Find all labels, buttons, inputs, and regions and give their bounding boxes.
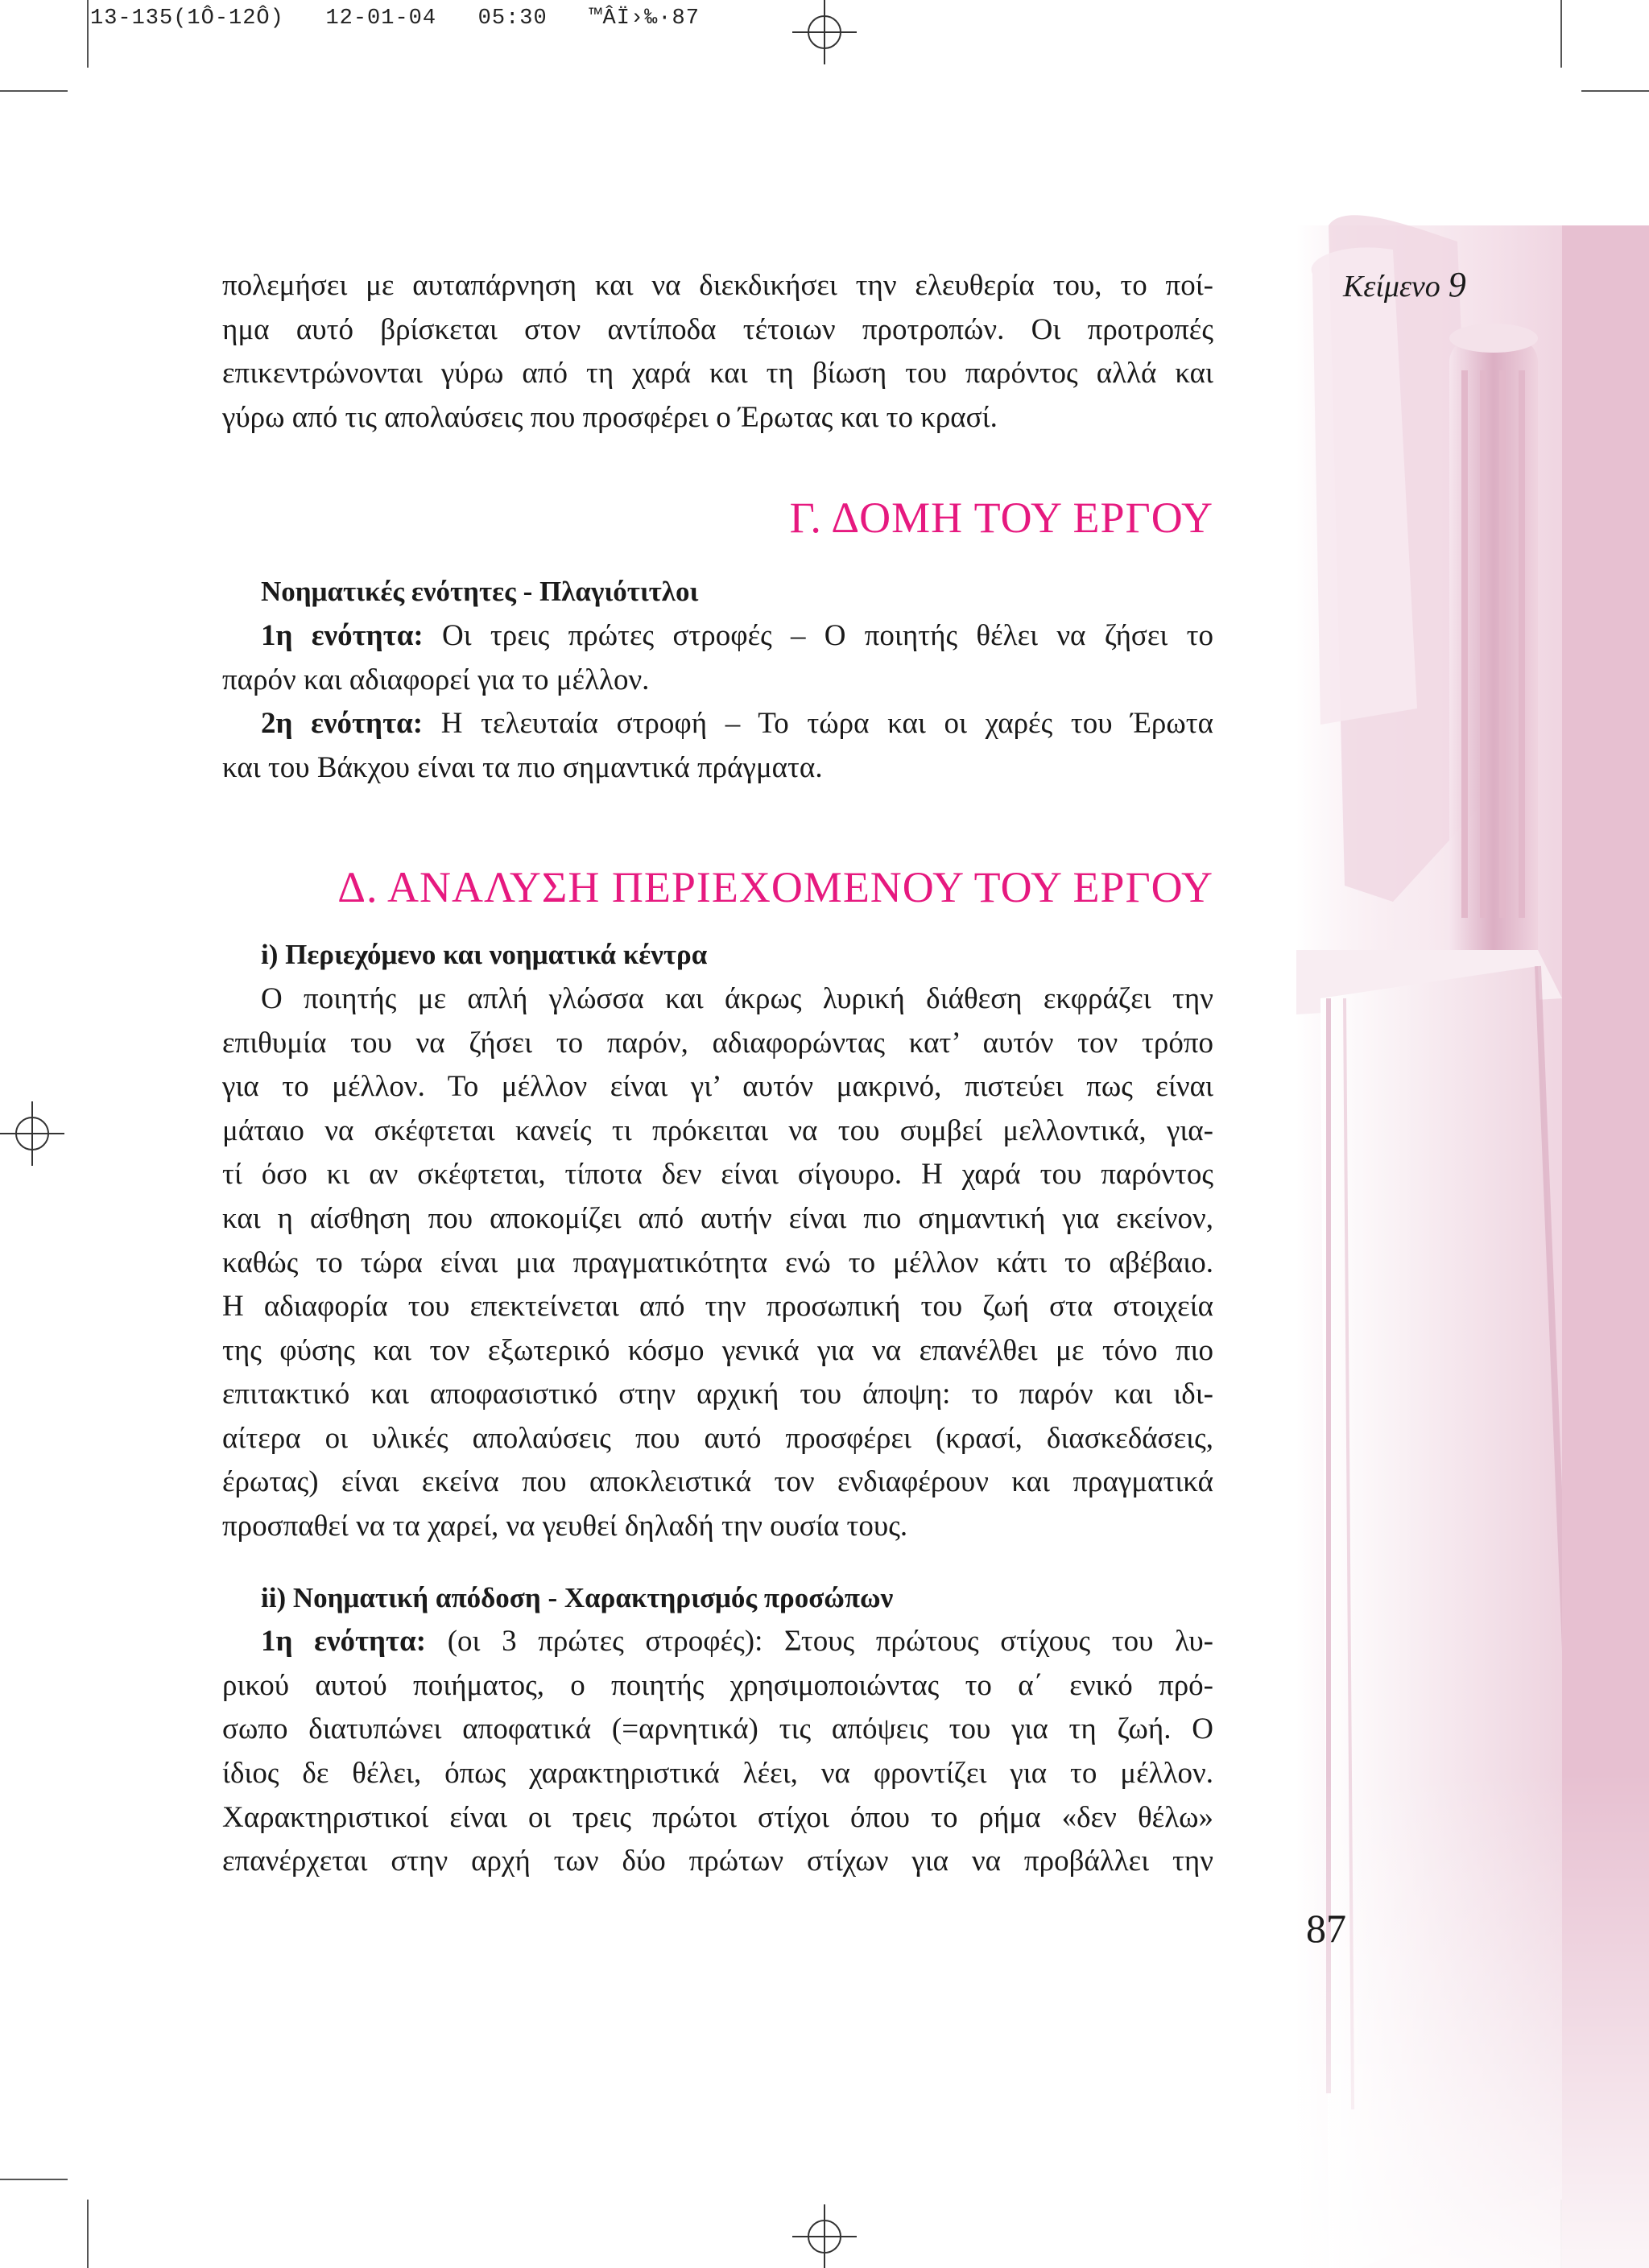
registration-mark-top: [792, 0, 857, 64]
intro-line: επικεντρώνονται γύρω από τη χαρά και τη βίωση του παρόντος αλλά και: [222, 357, 1213, 390]
section-heading-structure: Γ. ΔΟΜΗ ΤΟΥ ΕΡΓΟΥ: [789, 494, 1213, 543]
crop-mark: [0, 90, 68, 92]
unit-paragraph-line: [222, 702, 1213, 746]
body-line: ρικού αυτού ποιήματος, ο ποιητής χρησιμοποιώντας το α΄ ενικό πρό-: [222, 1668, 1213, 1702]
intro-line: πολεμήσει με αυταπάρνηση και να διεκδικήσει την ελευθερία του, το ποί-: [222, 269, 1213, 302]
unit-label: 2η ενότητα:: [261, 707, 424, 741]
body-line: και η αίσθηση που αποκομίζει από αυτήν είναι πιο σημαντική για εκείνον,: [222, 1201, 1213, 1235]
body-line: έρωτας) είναι εκείνα που αποκλειστικά τον ενδιαφέρουν και πραγματικά: [222, 1465, 1213, 1499]
subsection-title-content: i) Περιεχόμενο και νοηματικά κέντρα: [261, 939, 708, 971]
body-line: [222, 1620, 1213, 1664]
unit-paragraph-line: [222, 614, 1213, 659]
unit-paragraph-line: και του Βάκχου είναι τα πιο σημαντικά πράγματα.: [222, 750, 823, 784]
registration-mark-left: [0, 1101, 64, 1166]
running-header-label: Κείμενο: [1343, 270, 1440, 304]
body-line: τί όσο κι αν σκέφτεται, τίποτα δεν είναι σίγουρο. Η χαρά του παρόντος: [222, 1158, 1213, 1192]
body-line: επιτακτικό και αποφασιστικό στην αρχική του άποψη: το παρόν και ιδι-: [222, 1378, 1213, 1411]
registration-mark-bottom: [792, 2204, 857, 2268]
page-number: 87: [1306, 1906, 1346, 1951]
body-line: Χαρακτηριστικοί είναι οι τρεις πρώτοι στίχοι όπου το ρήμα «δεν θέλω»: [222, 1800, 1213, 1834]
intro-line: γύρω από τις απολαύσεις που προσφέρει ο Έρωτας και το κρασί.: [222, 400, 998, 434]
books-illustration: [1296, 0, 1649, 2268]
running-header: [1343, 264, 1466, 305]
body-line: προσπαθεί να τα χαρεί, να γευθεί δηλαδή την ουσία τους.: [222, 1510, 908, 1543]
crop-mark: [87, 2200, 89, 2268]
unit-label: 1η ενότητα:: [261, 1625, 427, 1659]
body-line: Ο ποιητής με απλή γλώσσα και άκρως λυρική διάθεση εκφράζει την: [261, 981, 1213, 1015]
printer-slug: 13-135(1Ô-12Ô) 12-01-04 05:30 ™ÂÏ›‰·87: [90, 6, 700, 31]
running-header-number: 9: [1448, 265, 1466, 304]
intro-line: ημα αυτό βρίσκεται στον αντίποδα τέτοιων προτροπών. Οι προτροπές: [222, 312, 1213, 346]
body-line: επανέρχεται στην αρχή των δύο πρώτων στίχων για να προβάλλει την: [222, 1845, 1213, 1878]
crop-mark: [0, 2179, 68, 2180]
unit-text: Η τελευταία στροφή – Το τώρα και οι χαρές του Έρωτα: [423, 707, 1213, 741]
crop-mark: [87, 0, 89, 68]
section-heading-analysis: Δ. ΑΝΑΛΥΣΗ ΠΕΡΙΕΧΟΜΕΝΟΥ ΤΟΥ ΕΡΓΟΥ: [337, 863, 1213, 912]
body-line: σωπο διατυπώνει αποφατικά (=αρνητικά) τις απόψεις του για τη ζωή. Ο: [222, 1712, 1213, 1746]
body-line: της φύσης και τον εξωτερικό κόσμο γενικά για να επανέλθει με τόνο πιο: [222, 1333, 1213, 1367]
body-line: αίτερα οι υλικές απολαύσεις που αυτό προσφέρει (κρασί, διασκεδάσεις,: [222, 1421, 1213, 1455]
subsection-title-interpretation: ii) Νοηματική απόδοση - Χαρακτηρισμός προσώπων: [261, 1581, 894, 1613]
body-line: για το μέλλον. Το μέλλον είναι γι’ αυτόν μακρινό, πιστεύει πως είναι: [222, 1070, 1213, 1104]
unit-paragraph-line: παρόν και αδιαφορεί για το μέλλον.: [222, 663, 650, 696]
body-line: επιθυμία του να ζήσει το παρόν, αδιαφορώντας κατ’ αυτόν τον τρόπο: [222, 1026, 1213, 1060]
unit-text: (οι 3 πρώτες στροφές): Στους πρώτους στίχους του λυ-: [426, 1625, 1213, 1659]
body-line: ίδιος δε θέλει, όπως χαρακτηριστικά λέει, να φροντίζει για το μέλλον.: [222, 1757, 1213, 1791]
body-line: καθώς το τώρα είναι μια πραγματικότητα ενώ το μέλλον κάτι το αβέβαιο.: [222, 1246, 1213, 1279]
main-text-column: [222, 264, 1213, 1884]
unit-label: 1η ενότητα:: [261, 618, 424, 652]
subsection-title-units: Νοηματικές ενότητες - Πλαγιότιτλοι: [261, 576, 699, 608]
body-line: Η αδιαφορία του επεκτείνεται από την προσωπική του ζωή στα στοιχεία: [222, 1290, 1213, 1324]
unit-text: Οι τρεις πρώτες στροφές – Ο ποιητής θέλει να ζήσει το: [423, 618, 1213, 652]
body-line: μάταιο να σκέφτεται κανείς τι πρόκειται να του συμβεί μελλοντικά, για-: [222, 1113, 1213, 1147]
